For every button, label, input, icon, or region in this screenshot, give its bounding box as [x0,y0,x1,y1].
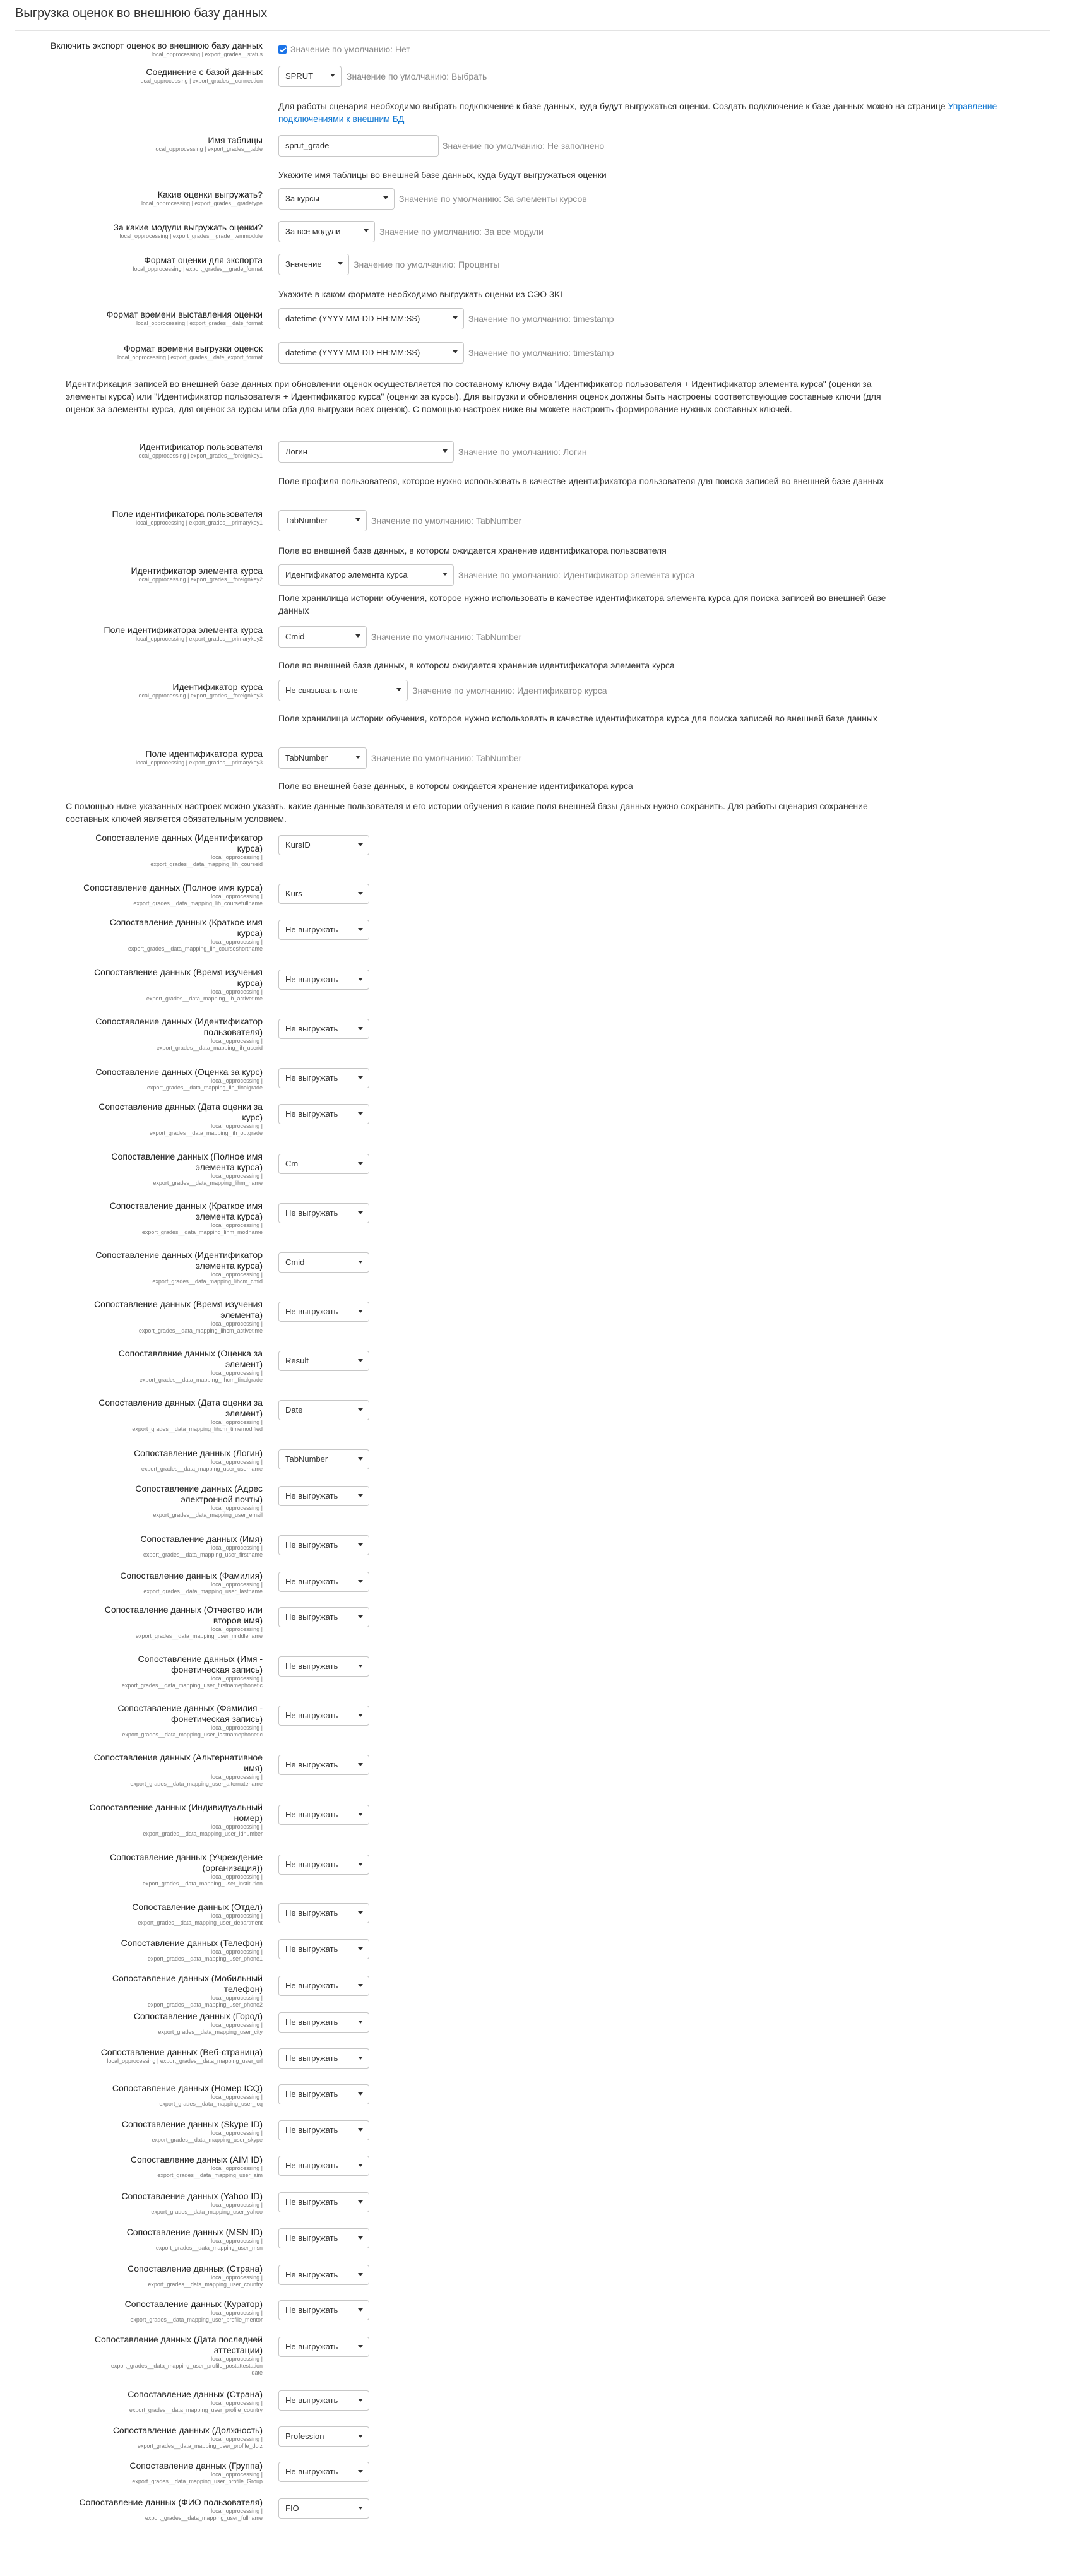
mapping-label: Сопоставление данных (Yahoo ID) local_opprocessing | export_grades__data_mapping_user_yahoo [121,2191,263,2215]
gradetype-default: Значение по умолчанию: За элементы курсов [399,194,587,204]
ident-default: Значение по умолчанию: TabNumber [371,632,522,642]
mapping-select[interactable]: Profession [278,2426,369,2447]
ident-label: Поле идентификатора курса local_opprocessing | export_grades__primarykey3 [136,749,263,766]
mapping-select[interactable]: Не выгружать [278,1486,369,1506]
format-select[interactable]: Значение [278,254,349,275]
mapping-select[interactable]: Не выгружать [278,2337,369,2357]
mapping-select[interactable]: Не выгружать [278,1104,369,1124]
ident-label: Идентификатор пользователя local_opprocessing | export_grades__foreignkey1 [137,442,263,459]
mapping-select[interactable]: Не выгружать [278,2265,369,2285]
mapping-label: Сопоставление данных (Время изучения элемента) local_opprocessing | export_grades__data_mapping_lihcm_activetime [94,1299,263,1334]
format-default: Значение по умолчанию: Проценты [354,259,500,270]
mapping-select[interactable]: Не выгружать [278,1656,369,1677]
mapping-select[interactable]: Не выгружать [278,920,369,940]
mapping-label: Сопоставление данных (Группа) local_opprocessing | export_grades__data_mapping_user_profile_Group [129,2460,263,2484]
mapping-label: Сопоставление данных (Мобильный телефон) local_opprocessing | export_grades__data_mapping_user_phone2 [112,1973,263,2008]
setting-format-label: Формат оценки для экспорта local_opprocessing | export_grades__grade_format [133,255,263,272]
ident-intro: Идентификация записей во внешней базе данных при обновлении оценок осуществляется по составному ключу вида "Идентификатор пользователя + Идентификатор элемента курса" (оценки за элементы курса) или "Идентификатор пользователя + Идентификатор курса" (оценки за курсы). Для выгрузки и обновления оценок должны быть настроены соответствующие составные ключи (для оценок за элементы курса, для оценок за курсы или оба для выгрузки всех оценок). С помощью настроек ниже вы можете настроить формирование нужных составных ключей. [66,379,881,414]
mapping-label: Сопоставление данных (Дата последней аттестации) local_opprocessing | export_grades__data_mapping_user_profile_postattestation date [94,2334,263,2376]
mapping-select[interactable]: Kurs [278,884,369,904]
mapping-select[interactable]: Не выгружать [278,2012,369,2033]
mapping-select[interactable]: Не выгружать [278,2192,369,2212]
mapping-label: Сопоставление данных (Логин) local_opprocessing | export_grades__data_mapping_user_username [134,1448,263,1472]
mapping-label: Сопоставление данных (Дата оценки за курс) local_opprocessing | export_grades__data_mapping_lih_outgrade [98,1101,263,1136]
mapping-select[interactable]: Не выгружать [278,1939,369,1959]
mapping-label: Сопоставление данных (Полное имя элемента курса) local_opprocessing | export_grades__data_mapping_lihm_name [111,1151,263,1186]
table-description: Укажите имя таблицы во внешней базе данных, куда будут выгружаться оценки [278,170,607,180]
mapping-select[interactable]: Не выгружать [278,1572,369,1592]
mapping-label: Сопоставление данных (Имя) local_opprocessing | export_grades__data_mapping_user_firstname [140,1534,263,1558]
mapping-label: Сопоставление данных (Страна) local_opprocessing | export_grades__data_mapping_user_profile_country [128,2389,263,2413]
ident-label: Идентификатор элемента курса local_opprocessing | export_grades__foreignkey2 [131,566,263,583]
ident-select[interactable]: Идентификатор элемента курса [278,564,454,586]
title-divider [15,30,1050,31]
setting-connection-label: Соединение с базой данных local_opprocessing | export_grades__connection [139,67,263,84]
setting-datefmt-label: Формат времени выставления оценки local_opprocessing | export_grades__date_format [106,309,263,326]
mapping-label: Сопоставление данных (Имя - фонетическая запись) local_opprocessing | export_grades__data_mapping_user_firstnamephonetic [121,1654,263,1689]
mapping-label: Сопоставление данных (Идентификатор курса) local_opprocessing | export_grades__data_mapping_lih_courseid [95,833,263,867]
mapping-label: Сопоставление данных (Страна) local_opprocessing | export_grades__data_mapping_user_country [128,2264,263,2288]
mapping-label: Сопоставление данных (Оценка за курс) local_opprocessing | export_grades__data_mapping_lih_finalgrade [95,1067,263,1091]
mapping-select[interactable]: Не выгружать [278,970,369,990]
ident-description: Поле хранилища истории обучения, которое нужно использовать в качестве идентификатора курса для поиска записей во внешней базе данных [278,713,877,723]
modules-select[interactable]: За все модули [278,221,375,242]
mapping-label: Сопоставление данных (Город) local_opprocessing | export_grades__data_mapping_user_city [133,2011,263,2035]
datefmt-select[interactable]: datetime (YYYY-MM-DD HH:MM:SS) [278,308,464,329]
page-title: Выгрузка оценок во внешнюю базу данных [15,6,268,20]
ident-label: Поле идентификатора пользователя local_opprocessing | export_grades__primarykey1 [112,509,263,526]
setting-exportfmt-label: Формат времени выгрузки оценок local_opprocessing | export_grades__date_export_format [117,343,263,360]
manage-connections-link[interactable]: Управление подключениями к внешним БД [278,101,997,124]
mapping-label: Сопоставление данных (AIM ID) local_opprocessing | export_grades__data_mapping_user_aim [130,2154,263,2178]
mapping-label: Сопоставление данных (Краткое имя курса) local_opprocessing | export_grades__data_mapping_lih_courseshortname [109,917,263,952]
mapping-select[interactable]: Cm [278,1154,369,1174]
mapping-label: Сопоставление данных (Должность) local_opprocessing | export_grades__data_mapping_user_profile_dolz [112,2425,263,2449]
ident-label: Идентификатор курса local_opprocessing | export_grades__foreignkey3 [137,682,263,699]
mapping-select[interactable]: Не выгружать [278,2048,369,2069]
mapping-select[interactable]: Не выгружать [278,2156,369,2176]
mapping-label: Сопоставление данных (ФИО пользователя) local_opprocessing | export_grades__data_mapping_user_fullname [79,2497,263,2521]
mapping-label: Сопоставление данных (MSN ID) local_opprocessing | export_grades__data_mapping_user_msn [126,2227,263,2251]
mapping-select[interactable]: Не выгружать [278,2390,369,2411]
mapping-select[interactable]: Не выгружать [278,2228,369,2248]
mapping-select[interactable]: Не выгружать [278,2300,369,2320]
modules-default: Значение по умолчанию: За все модули [379,227,544,237]
mapping-select[interactable]: Не выгружать [278,1203,369,1223]
mapping-label: Сопоставление данных (Краткое имя элемента курса) local_opprocessing | export_grades__data_mapping_lihm_modname [109,1201,263,1235]
ident-select[interactable]: Логин [278,441,454,463]
ident-select[interactable]: Cmid [278,626,367,648]
mapping-select[interactable]: Date [278,1400,369,1420]
mapping-label: Сопоставление данных (Полное имя курса) local_opprocessing | export_grades__data_mapping_lih_coursefullname [83,882,263,906]
mapping-intro: С помощью ниже указанных настроек можно указать, какие данные пользователя и его истории обучения в какие поля внешней базы данных нужно сохранить. Для работы сценария сохранение составных ключей является обязательным условием. [66,801,868,824]
mapping-label: Сопоставление данных (Оценка за элемент) local_opprocessing | export_grades__data_mapping_lihcm_finalgrade [118,1348,263,1383]
mapping-label: Сопоставление данных (Учреждение (организация)) local_opprocessing | export_grades__data_mapping_user_institution [110,1852,263,1887]
mapping-select[interactable]: Не выгружать [278,1903,369,1923]
mapping-select[interactable]: Не выгружать [278,1535,369,1555]
format-description: Укажите в каком формате необходимо выгружать оценки из СЭО 3KL [278,289,565,299]
mapping-select[interactable]: Не выгружать [278,1976,369,1996]
ident-default: Значение по умолчанию: Идентификатор курса [412,686,607,696]
mapping-select[interactable]: Не выгружать [278,1805,369,1825]
mapping-select[interactable]: Result [278,1351,369,1371]
ident-default: Значение по умолчанию: Идентификатор элемента курса [458,570,695,580]
exportfmt-select[interactable]: datetime (YYYY-MM-DD HH:MM:SS) [278,342,464,364]
ident-default: Значение по умолчанию: TabNumber [371,516,522,526]
setting-modules-label: За какие модули выгружать оценки? local_opprocessing | export_grades__grade_itemmodule [113,222,263,239]
mapping-label: Сопоставление данных (Дата оценки за элемент) local_opprocessing | export_grades__data_mapping_lihcm_timemodified [98,1398,263,1432]
mapping-select[interactable]: KursID [278,835,369,855]
ident-default: Значение по умолчанию: Логин [458,447,587,457]
setting-gradetype-label: Какие оценки выгружать? local_opprocessing | export_grades__gradetype [141,189,263,206]
datefmt-default: Значение по умолчанию: timestamp [468,314,614,324]
mapping-select[interactable]: Cmid [278,1252,369,1273]
mapping-select[interactable]: Не выгружать [278,2084,369,2104]
ident-select[interactable]: TabNumber [278,747,367,769]
mapping-label: Сопоставление данных (Номер ICQ) local_opprocessing | export_grades__data_mapping_user_icq [112,2083,263,2107]
ident-description: Поле во внешней базе данных, в котором ожидается хранение идентификатора элемента курса [278,660,675,670]
mapping-select[interactable]: Не выгружать [278,1607,369,1627]
mapping-select[interactable]: TabNumber [278,1449,369,1469]
mapping-label: Сопоставление данных (Отдел) local_opprocessing | export_grades__data_mapping_user_department [132,1902,263,1926]
connection-description: Для работы сценария необходимо выбрать подключение к базе данных, куда будут выгружаться оценки. Создать подключение к базе данных можно на странице Управление подключениями к внешним БД [278,101,997,124]
mapping-select[interactable]: FIO [278,2498,369,2519]
connection-default: Значение по умолчанию: Выбрать [347,71,487,81]
mapping-label: Сопоставление данных (Фамилия - фонетическая запись) local_opprocessing | export_grades__data_mapping_user_lastnamephonetic [117,1703,263,1738]
exportfmt-default: Значение по умолчанию: timestamp [468,348,614,358]
table-default: Значение по умолчанию: Не заполнено [443,141,605,151]
enable-checkbox[interactable] [278,45,287,54]
ident-select[interactable]: TabNumber [278,510,367,531]
setting-table-label: Имя таблицы local_opprocessing | export_grades__table [154,135,263,152]
mapping-label: Сопоставление данных (Идентификатор пользователя) local_opprocessing | export_grades__data_mapping_lih_userid [95,1016,263,1051]
mapping-select[interactable]: Не выгружать [278,1302,369,1322]
ident-description: Поле во внешней базе данных, в котором ожидается хранение идентификатора пользователя [278,545,667,555]
ident-default: Значение по умолчанию: TabNumber [371,753,522,763]
mapping-label: Сопоставление данных (Куратор) local_opprocessing | export_grades__data_mapping_user_profile_mentor [124,2299,263,2323]
mapping-select[interactable]: Не выгружать [278,1755,369,1775]
mapping-label: Сопоставление данных (Фамилия) local_opprocessing | export_grades__data_mapping_user_lastname [120,1570,263,1594]
mapping-select[interactable]: Не выгружать [278,2120,369,2140]
connection-select[interactable]: SPRUT [278,66,342,87]
mapping-select[interactable]: Не выгружать [278,1019,369,1039]
ident-description: Поле во внешней базе данных, в котором ожидается хранение идентификатора курса [278,781,633,791]
mapping-label: Сопоставление данных (Альтернативное имя) local_opprocessing | export_grades__data_mapping_user_alternatename [93,1752,263,1787]
mapping-select[interactable]: Не выгружать [278,1706,369,1726]
mapping-label: Сопоставление данных (Skype ID) local_opprocessing | export_grades__data_mapping_user_skype [121,2119,263,2143]
mapping-label: Сопоставление данных (Адрес электронной почты) local_opprocessing | export_grades__data_mapping_user_email [135,1483,263,1518]
mapping-label: Сопоставление данных (Телефон) local_opprocessing | export_grades__data_mapping_user_phone1 [121,1938,263,1962]
mapping-label: Сопоставление данных (Идентификатор элемента курса) local_opprocessing | export_grades__data_mapping_lihcm_cmid [95,1250,263,1285]
mapping-select[interactable]: Не выгружать [278,1855,369,1875]
ident-description: Поле хранилища истории обучения, которое нужно использовать в качестве идентификатора элемента курса для поиска записей во внешней базе данных [278,593,886,615]
gradetype-select[interactable]: За курсы [278,188,395,210]
mapping-label: Сопоставление данных (Веб-страница) local_opprocessing | export_grades__data_mapping_user_url [100,2047,263,2064]
mapping-select[interactable]: Не выгружать [278,2462,369,2482]
table-name-input[interactable]: sprut_grade [278,135,439,157]
ident-description: Поле профиля пользователя, которое нужно использовать в качестве идентификатора пользователя для поиска записей во внешней базе данных [278,476,884,486]
mapping-label: Сопоставление данных (Время изучения курса) local_opprocessing | export_grades__data_mapping_lih_activetime [94,967,263,1002]
setting-enable-label: Включить экспорт оценок во внешнюю базу данных local_opprocessing | export_grades__status [51,40,263,57]
enable-default: Значение по умолчанию: Нет [290,44,410,54]
mapping-label: Сопоставление данных (Индивидуальный номер) local_opprocessing | export_grades__data_mapping_user_idnumber [89,1802,263,1837]
mapping-select[interactable]: Не выгружать [278,1068,369,1088]
ident-select[interactable]: Не связывать поле [278,680,408,701]
ident-label: Поле идентификатора элемента курса local_opprocessing | export_grades__primarykey2 [104,625,263,642]
mapping-label: Сопоставление данных (Отчество или второе имя) local_opprocessing | export_grades__data_mapping_user_middlename [104,1605,263,1639]
